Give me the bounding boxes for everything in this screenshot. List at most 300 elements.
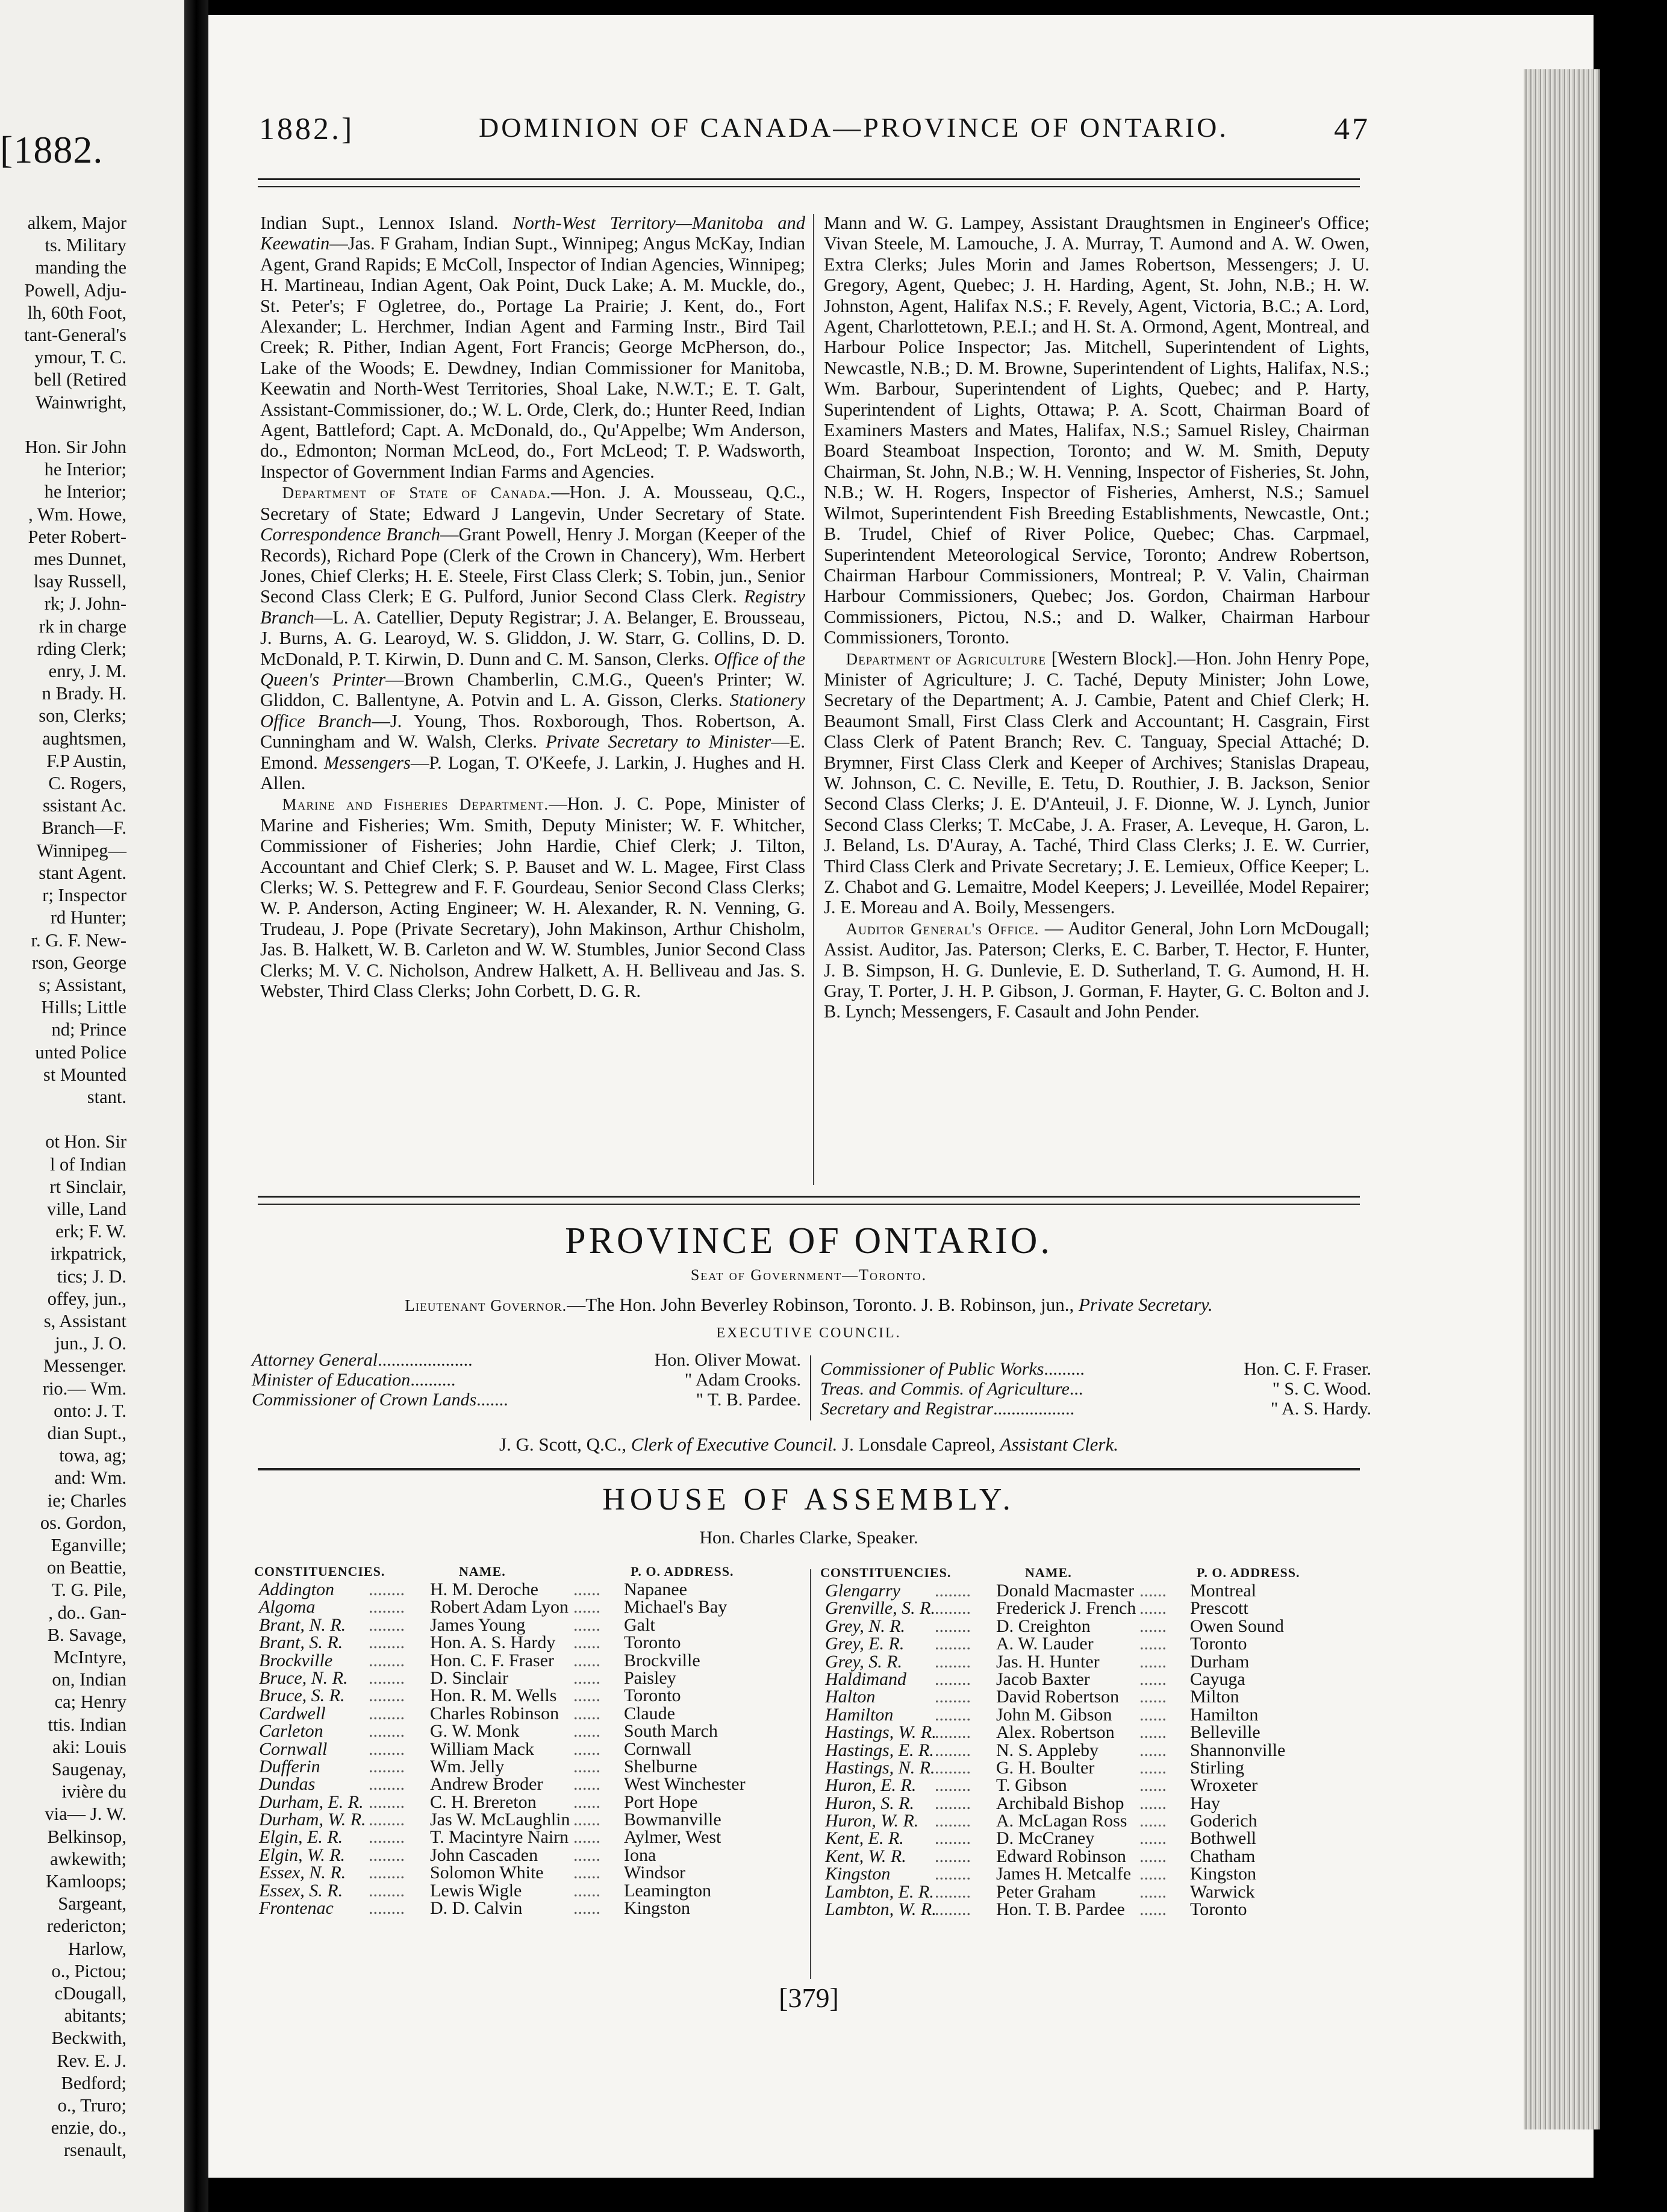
member-name: Jas. H. Hunter <box>996 1651 1100 1672</box>
facing-line: , do.. Gan- <box>48 1602 126 1623</box>
header-rule <box>258 178 1360 187</box>
table-header <box>820 1561 1371 1582</box>
constituency: Kent, E. R. <box>825 1828 904 1849</box>
table-row <box>820 1742 1371 1759</box>
post-office: Warwick <box>1190 1881 1255 1902</box>
constituency: Durham, W. R. <box>259 1810 366 1830</box>
post-office: Aylmer, West <box>624 1827 721 1848</box>
member-name: Edward Robinson <box>996 1846 1126 1866</box>
column-divider <box>813 214 814 1185</box>
constituency: Essex, N. R. <box>259 1863 346 1883</box>
branch-label: Private Secretary to Minister <box>545 731 771 752</box>
entry-text: Indian Supt., Lennox Island. <box>260 213 513 233</box>
facing-line: enzie, do., <box>51 2117 126 2139</box>
leader-dots: ...... <box>1139 1775 1167 1796</box>
post-office: Windsor <box>624 1863 686 1883</box>
table-row <box>820 1653 1371 1670</box>
lg-secretary: Private Secretary. <box>1079 1294 1213 1315</box>
leader-dots: ...... <box>1139 1651 1167 1672</box>
leader-dots: ........ <box>369 1810 405 1830</box>
leader-dots: ........ <box>935 1687 971 1707</box>
table-row <box>820 1635 1371 1652</box>
constituency: Elgin, E. R. <box>259 1827 343 1848</box>
department-heading: Department of Agriculture <box>846 649 1046 668</box>
executive-council-heading: EXECUTIVE COUNCIL. <box>716 1325 902 1341</box>
leader-dots: ........ <box>935 1881 971 1902</box>
post-office: South March <box>624 1721 718 1742</box>
holder-name: " T. B. Pardee. <box>696 1390 801 1410</box>
entry-text: — Auditor General, John Lorn McDougall; Assist. Auditor, Jas. Paterson; Clerks, E. C. Barber, T. Hector, F. Hunter, J. B. Simpson, H. G. Dunlevie, E. D. Sutherland, T. G. Aumond, H. H. Gray, T. Porter, J. H. P. Gibson, J. Gorman, F. Hayter, G. C. Bolton and J. B. Lynch; Messengers, F. Casault and John Pender. <box>824 917 1370 1022</box>
leader-dots: ........ <box>935 1581 971 1601</box>
entry-text: —Jas. F Graham, Indian Supt., Winnipeg; Angus McKay, Indian Agent, Grand Rapids; E McColl, Inspector of Indian Agencies, Winnipeg; H. Martineau, Indian Agent, Oak Point, Duck Lake; A. M. Muckle, do., St. Peter's; F Ogletree, do., Portage La Prairie; J. Kent, do., Fort Alexander; L. Herchmer, Indian Agent and Farming Instr., Bird Tail Creek; R. Pither, Indian Agent, Fort Francis; George McPherson, do., Lake of the Woods; E. Dewdney, Indian Commissioner for Manitoba, Keewatin and North-West Territories, Shoal Lake, N.W.T.; E. T. Galt, Assistant-Commissioner, do.; W. L. Orde, Clerk, do.; Hunter Reed, Indian Agent, Battleford; Capt. A. McDonald, do., Qu'Appelbe; Wm Anderson, do., Edmonton; Norman McLeod, do., Fort McLeod; T. P. Wadsworth, Inspector of Government Indian Farms and Agencies. <box>260 233 805 482</box>
leader-dots: ........ <box>369 1898 405 1919</box>
assistant-clerk-name: J. Lonsdale Capreol, <box>837 1434 1000 1455</box>
leader-dots: ...... <box>573 1632 600 1653</box>
facing-line: Sargeant, <box>58 1893 126 1914</box>
facing-line: lsay Russell, <box>33 571 126 592</box>
post-office: Kingston <box>1190 1864 1257 1884</box>
entry-text: —L. A. Catellier, Deputy Registrar; J. A. Belanger, E. Brousseau, J. Burns, A. G. Learoyd, W. S. Gliddon, J. W. Starr, G. Collins, D. D. McDonald, P. T. Kirwin, D. Dunn and C. M. Sanson, Clerks. <box>260 607 805 669</box>
member-name: Hon. R. M. Wells <box>430 1686 557 1706</box>
leader-dots: ........ <box>935 1864 971 1884</box>
table-row <box>820 1829 1371 1847</box>
constituency: Brockville <box>259 1650 333 1670</box>
leader-dots: ...... <box>573 1667 600 1688</box>
post-office: Wroxeter <box>1190 1775 1258 1796</box>
leader-dots: ...... <box>1139 1828 1167 1849</box>
department-heading: Department of State of Canada. <box>282 484 551 502</box>
facing-line: ot Hon. Sir <box>45 1131 126 1152</box>
member-name: Peter Graham <box>996 1881 1096 1902</box>
office-title <box>820 1399 1074 1419</box>
post-office: Leamington <box>624 1880 711 1901</box>
table-row <box>254 1740 805 1758</box>
office-name: Treas. and Commis. of Agriculture <box>820 1379 1070 1399</box>
facing-line: on Beattie, <box>46 1557 126 1578</box>
facing-line: nd; Prince <box>51 1019 126 1040</box>
table-row <box>254 1864 805 1881</box>
facing-line: erk; F. W. <box>55 1221 126 1242</box>
council-clerks-line <box>258 1434 1360 1455</box>
leader-dots: ........ <box>935 1634 971 1654</box>
table-row <box>254 1634 805 1651</box>
facing-line: rding Clerk; <box>37 638 126 659</box>
table-row <box>820 1759 1371 1776</box>
leader-dots: ........ <box>935 1704 971 1725</box>
member-name: G. W. Monk <box>430 1721 520 1742</box>
post-office: Stirling <box>1190 1757 1245 1778</box>
member-name: Jas W. McLaughlin <box>430 1810 570 1830</box>
branch-label: Correspondence Branch <box>260 524 440 545</box>
post-office: West Winchester <box>624 1774 746 1795</box>
members-table-right <box>820 1561 1371 1918</box>
facing-line: ttis. Indian <box>48 1714 126 1735</box>
table-row <box>254 1828 805 1846</box>
table-row <box>820 1883 1371 1901</box>
facing-line: F.P Austin, <box>46 750 126 771</box>
leader-dots: ...... <box>1139 1598 1167 1619</box>
holder-name: Hon. Oliver Mowat. <box>654 1350 801 1370</box>
table-row <box>254 1882 805 1899</box>
entry-text: —P. Logan, T. O'Keefe, J. Larkin, J. Hughes and H. Allen. <box>260 752 805 793</box>
paragraph <box>824 648 1369 918</box>
dominion-column-right <box>824 213 1369 1022</box>
facing-line: cDougall, <box>54 1983 126 2004</box>
member-name: H. M. Deroche <box>430 1579 538 1599</box>
leader-dots: ...... <box>573 1650 600 1670</box>
seat-of-government: Seat of Government—Toronto. <box>690 1266 927 1284</box>
leader-dots: ...... <box>1139 1634 1167 1654</box>
member-name: Frederick J. French <box>996 1598 1136 1619</box>
post-office: Michael's Bay <box>624 1597 728 1617</box>
leader-dots: ...... <box>573 1686 600 1706</box>
table-row <box>254 1899 805 1917</box>
leader-dots: ...... <box>573 1810 600 1830</box>
facing-line: alkem, Major <box>27 213 126 233</box>
office-title <box>252 1350 473 1370</box>
member-name: Jacob Baxter <box>996 1669 1090 1689</box>
facing-line: stant. <box>87 1086 126 1107</box>
leader-dots: ........ <box>935 1598 971 1619</box>
table-row <box>254 1581 805 1598</box>
entry-text: —Hon. J. A. Mousseau, Q.C., Secretary of State; Edward J Langevin, Under Secretary of State. <box>260 482 805 524</box>
leader-dots: ........ <box>935 1757 971 1778</box>
paragraph <box>824 213 1369 648</box>
table-row <box>254 1846 805 1864</box>
leader-dots: ........ <box>369 1667 405 1688</box>
leader-dots: ...... <box>1139 1811 1167 1831</box>
constituency: Grey, N. R. <box>825 1616 906 1636</box>
constituency: Huron, W. R. <box>825 1811 919 1831</box>
facing-line: rio.— Wm. <box>42 1378 126 1399</box>
facing-line: rk in charge <box>39 616 126 637</box>
member-name: N. S. Appleby <box>996 1740 1099 1760</box>
entry-text: Mann and W. G. Lampey, Assistant Draughtsmen in Engineer's Office; Vivan Steele, M. Lamouche, J. A. Murray, T. Aumond and A. W. Owen, Extra Clerks; Jules Morin and James Robertson, Messengers; J. U. Gregory, Agent, Quebec; J. H. Harding, Agent, St. John, N.B.; H. W. Johnston, Agent, Halifax N.S.; F. Revely, Agent, Victoria, B.C.; A. Lord, Agent, Charlottetown, P.E.I.; and H. St. A. Ormond, Agent, Montreal, and Harbour Police Inspector; Jas. Mitchell, Superintendent of Lights, Newcastle, N.B.; D. M. Browne, Superintendent of Lights, Halifax, N.S.; Wm. Barbour, Superintendent of Lights, Quebec; and P. Harty, Superintendent of Lights, Ottawa; P. A. Scott, Chairman Board of Examiners Masters and Mates, Halifax, N.S.; Samuel Risley, Chairman Board Steamboat Inspection, Toronto; and W. M. Smith, Deputy Chairman, St. John, N.B.; W. H. Venning, Inspector of Fisheries, St. John, N.B.; W. H. Rogers, Inspector of Fisheries, Amherst, N.S.; Samuel Wilmot, Superintendent Fish Breeding Establishments, Newcastle, Ont.; B. Trudel, Chief of River Police, Quebec; Chas. Carpmael, Superintendent Meteorological Service, Toronto; Andrew Robertson, Chairman Harbour Commissioners, Montreal; P. V. Valin, Chairman Harbour Commissioners, Quebec; Jos. Gordon, Chairman Harbour Commissioners, Pictou, N.S.; and D. Walker, Chairman Harbour Commissioners, Toronto. <box>824 213 1369 648</box>
constituency: Frontenac <box>259 1898 334 1919</box>
facing-line: enry, J. M. <box>48 661 126 682</box>
facing-line: tics; J. D. <box>57 1266 126 1287</box>
executive-divider <box>810 1355 811 1420</box>
constituency: Algoma <box>259 1597 316 1617</box>
facing-line: ssistant Ac. <box>43 795 126 816</box>
table-row <box>820 1795 1371 1812</box>
member-name: A. McLagan Ross <box>996 1811 1127 1831</box>
leader-dots: ........ <box>369 1703 405 1723</box>
member-name: Archibald Bishop <box>996 1793 1124 1813</box>
leader-dots: ...... <box>573 1827 600 1848</box>
leader-dots: ...... <box>573 1614 600 1635</box>
table-row <box>254 1598 805 1616</box>
facing-line: mes Dunnet, <box>33 549 126 570</box>
facing-line: awkewith; <box>49 1848 126 1869</box>
constituency: Cardwell <box>259 1703 326 1723</box>
running-head-year: 1882.] <box>259 112 355 146</box>
leader-dots: ........ <box>369 1650 405 1670</box>
leader-dots: ........ <box>935 1793 971 1813</box>
table-row <box>820 1688 1371 1705</box>
holder-name: " S. C. Wood. <box>1272 1379 1371 1399</box>
facing-line: Beckwith, <box>51 2028 126 2049</box>
facing-line: o., Pictou; <box>51 1960 126 1981</box>
leader-dots: ...... <box>573 1597 600 1617</box>
facing-line <box>0 1108 126 1131</box>
leader-dots: ........ <box>369 1739 405 1759</box>
facing-line: r; Inspector <box>42 885 126 906</box>
post-office: Hay <box>1190 1793 1220 1813</box>
constituency: Bruce, S. R. <box>259 1686 345 1706</box>
member-name: D. D. Calvin <box>430 1898 523 1919</box>
clerk-name: J. G. Scott, Q.C., <box>499 1434 631 1455</box>
constituency: Hastings, N. R. <box>825 1757 935 1778</box>
facing-line: Winnipeg— <box>36 840 126 861</box>
facing-line: he Interior; <box>44 481 126 502</box>
leader-dots: ...... <box>573 1792 600 1812</box>
facing-line: rt Sinclair, <box>49 1176 126 1197</box>
member-name: Wm. Jelly <box>430 1756 505 1776</box>
leader-dots: ...... <box>573 1898 600 1919</box>
constituency: Dundas <box>259 1774 316 1795</box>
post-office: Bothwell <box>1190 1828 1256 1849</box>
leader-dots: ...... <box>1139 1793 1167 1813</box>
executive-row <box>820 1399 1371 1419</box>
office-name: Attorney General <box>252 1350 378 1370</box>
table-row <box>254 1758 805 1775</box>
post-office: Kingston <box>624 1898 691 1919</box>
facing-line: son, Clerks; <box>39 705 126 726</box>
facing-line: via— J. W. <box>45 1804 126 1825</box>
column-header: NAME. <box>1025 1565 1072 1580</box>
facing-line: Messenger. <box>43 1355 126 1376</box>
facing-line: r. G. F. New- <box>31 929 126 951</box>
table-row <box>820 1865 1371 1882</box>
holder-name: " A. S. Hardy. <box>1271 1399 1371 1419</box>
facing-line: manding the <box>35 257 126 278</box>
member-name: D. Creighton <box>996 1616 1091 1636</box>
member-name: G. H. Boulter <box>996 1757 1095 1778</box>
constituency: Halton <box>825 1687 876 1707</box>
facing-line: C. Rogers, <box>48 773 126 794</box>
assistant-clerk-role: Assistant Clerk. <box>1000 1434 1119 1455</box>
leader-dots: ...... <box>1139 1864 1167 1884</box>
facing-line: abitants; <box>64 2005 126 2026</box>
leader-dots: ...... <box>573 1721 600 1742</box>
office-name: Secretary and Registrar <box>820 1399 994 1419</box>
facing-line: ie; Charles <box>47 1490 126 1511</box>
office-title <box>820 1359 1085 1379</box>
facing-line: Powell, Adju- <box>24 280 126 301</box>
branch-label: Messengers <box>323 752 411 773</box>
office-title <box>820 1379 1083 1399</box>
post-office: Belleville <box>1190 1722 1260 1743</box>
leader-dots: ........ <box>369 1827 405 1848</box>
entry-text: [Western Block].—Hon. John Henry Pope, Minister of Agriculture; J. C. Taché, Deputy Minister; John Lowe, Secretary of the Department; A. J. Cambie, Patent and Chief Clerk; H. Beaumont Small, First Class Clerk and Accountant; H. Casgrain, First Class Clerk of Patent Branch; Rev. C. Tanguay, Special Attaché; D. Brymner, First Class Clerk and Keeper of Archives; Stanislas Drapeau, W. Johnson, C. C. Neville, E. Tetu, D. Routhier, J. B. Jackson, Senior Second Class Clerks; J. E. D'Anteuil, J. F. Dionne, W. J. Lynch, Junior Second Class Clerks; T. McCabe, J. A. Fraser, A. Leveque, H. Garon, L. J. Beland, Ls. D'Auray, A. Taché, Third Class Clerks; J. E. W. Currier, Third Class Clerk and Private Secretary; J. E. Lemieux, Office Keeper; L. Z. Chabot and G. Lemaitre, Model Keepers; J. Leveillée, Model Repairer; J. E. Moreau and A. Boily, Messengers. <box>824 648 1369 918</box>
post-office: Owen Sound <box>1190 1616 1284 1636</box>
post-office: Chatham <box>1190 1846 1256 1866</box>
facing-line: Wainwright, <box>36 392 126 413</box>
facing-line: rd Hunter; <box>50 907 126 928</box>
post-office: Toronto <box>1190 1899 1247 1920</box>
leader-dots: ...... <box>1139 1669 1167 1689</box>
constituency: Dufferin <box>259 1756 320 1776</box>
entry-text: —Hon. J. C. Pope, Minister of Marine and Fisheries; Wm. Smith, Deputy Minister; W. F. Whitcher, Commissioner of Fisheries; John Hardie, Chief Clerk; J. Tilton, Accountant and Chief Clerk; S. P. Bauset and W. L. Magee, First Class Clerks; W. S. Pettegrew and F. F. Gourdeau, Senior Second Class Clerks; W. P. Anderson, Acting Engineer; W. H. Alexander, R. N. Venning, G. Trudeau, J. Pope (Private Secretary), John Makinson, Arthur Chisholm, Jas. B. Halkett, W. B. Carleton and W. W. Stumbles, Junior Second Class Clerks; M. V. C. Nicholson, Andrew Halkett, A. H. Belliveau and Jas. S. Webster, Third Class Clerks; John Corbett, D. G. R. <box>260 793 806 1002</box>
leader-dots: ........ <box>369 1579 405 1599</box>
entry-text: —Grant Powell, Henry J. Morgan (Keeper of the Records), Richard Pope (Clerk of the Crown in Chancery), Wm. Herbert Jones, Chief Clerks; H. E. Steele, First Class Clerk; S. Tobin, jun., Senior Second Class Clerk; E G. Pulford, Junior Second Class Clerk. <box>260 524 806 607</box>
facing-line: unted Police <box>35 1042 126 1063</box>
member-name: William Mack <box>430 1739 534 1759</box>
column-header: NAME. <box>459 1564 506 1579</box>
leader-dots: ........ <box>935 1740 971 1760</box>
member-name: C. H. Brereton <box>430 1792 537 1812</box>
table-row <box>820 1706 1371 1723</box>
leader-dots: ........ <box>369 1632 405 1653</box>
executive-row <box>252 1370 801 1390</box>
column-header: P. O. ADDRESS. <box>631 1564 734 1579</box>
table-row <box>254 1616 805 1634</box>
leader-dots: ........ <box>369 1614 405 1635</box>
facing-line: Saugenay, <box>51 1759 126 1780</box>
member-name: T. Macintyre Nairn <box>430 1827 569 1848</box>
leader-dots: ........ <box>935 1616 971 1636</box>
constituency: Cornwall <box>259 1739 328 1759</box>
facing-line: rsenault, <box>63 2140 126 2161</box>
house-of-assembly-heading: HOUSE OF ASSEMBLY. <box>602 1482 1015 1517</box>
facing-line: ivière du <box>61 1781 126 1802</box>
department-heading: Marine and Fisheries Department. <box>282 795 549 814</box>
facing-line: Branch—F. <box>42 817 126 839</box>
table-header <box>254 1560 805 1581</box>
member-name: James Young <box>430 1614 526 1635</box>
paragraph <box>260 793 805 1001</box>
lg-text: —The Hon. John Beverley Robinson, Toronto. J. B. Robinson, jun., <box>567 1294 1079 1315</box>
facing-page-year: [1882. <box>0 128 104 171</box>
constituency: Bruce, N. R. <box>259 1667 348 1688</box>
table-row <box>254 1705 805 1722</box>
facing-line: aki: Louis <box>52 1736 126 1757</box>
facing-page-text <box>0 212 126 2162</box>
facing-line: Hills; Little <box>41 997 126 1018</box>
post-office: Goderich <box>1190 1811 1257 1831</box>
member-name: Hon. A. S. Hardy <box>430 1632 556 1653</box>
leader-dots: ... <box>1069 1379 1083 1399</box>
post-office: Durham <box>1190 1651 1250 1672</box>
leader-dots: ........ <box>369 1845 405 1865</box>
leader-dots: ...... <box>1139 1722 1167 1743</box>
leader-dots: ........ <box>369 1597 405 1617</box>
leader-dots: ...... <box>1139 1704 1167 1725</box>
section-rule <box>258 1196 1360 1205</box>
facing-line: s; Assistant, <box>39 974 126 995</box>
post-office: Cayuga <box>1190 1669 1245 1689</box>
paragraph <box>824 918 1369 1022</box>
leader-dots: ........ <box>369 1721 405 1742</box>
office-name: Commissioner of Crown Lands <box>252 1390 477 1410</box>
ontario-heading: PROVINCE OF ONTARIO. <box>565 1220 1053 1261</box>
leader-dots: ...... <box>1139 1757 1167 1778</box>
constituency: Haldimand <box>825 1669 906 1689</box>
leader-dots: ...... <box>573 1739 600 1759</box>
table-row <box>820 1901 1371 1918</box>
facing-line: Peter Robert- <box>28 526 126 547</box>
clerk-role: Clerk of Executive Council. <box>631 1434 838 1455</box>
facing-line: st Mounted <box>43 1064 126 1085</box>
member-name: Solomon White <box>430 1863 544 1883</box>
lieutenant-governor-line <box>258 1294 1360 1316</box>
constituency: Carleton <box>259 1721 323 1742</box>
facing-line: on, Indian <box>52 1669 126 1690</box>
paragraph <box>260 213 805 482</box>
member-name: Hon. C. F. Fraser <box>430 1650 554 1670</box>
executive-row <box>252 1390 801 1410</box>
constituency: Essex, S. R. <box>259 1880 343 1901</box>
post-office: Montreal <box>1190 1581 1256 1601</box>
facing-line: rson, George <box>32 952 126 973</box>
post-office: Claude <box>624 1703 675 1723</box>
table-row <box>254 1722 805 1740</box>
office-name: Commissioner of Public Works <box>820 1359 1044 1379</box>
constituency: Hamilton <box>825 1704 894 1725</box>
column-header: CONSTITUENCIES. <box>254 1564 385 1579</box>
member-name: John M. Gibson <box>996 1704 1112 1725</box>
post-office: Bowmanville <box>624 1810 721 1830</box>
facing-line: aughtsmen, <box>42 728 126 749</box>
leader-dots: ........ <box>935 1899 971 1920</box>
book-gutter <box>184 0 208 2212</box>
facing-line: ts. Military <box>45 235 126 256</box>
table-row <box>254 1793 805 1811</box>
facing-line: os. Gordon, <box>40 1512 126 1533</box>
table-row <box>820 1670 1371 1688</box>
facing-line: ca; Henry <box>54 1692 126 1713</box>
leader-dots: ...... <box>573 1880 600 1901</box>
leader-dots: ...... <box>1139 1616 1167 1636</box>
branch-label: Office of the Queen's Printer <box>260 648 805 690</box>
constituency: Hastings, W. R. <box>825 1722 936 1743</box>
post-office: Iona <box>624 1845 656 1865</box>
leader-dots: ........ <box>369 1686 405 1706</box>
facing-line: B. Savage, <box>47 1624 126 1645</box>
facing-line: Kamloops; <box>46 1871 126 1892</box>
leader-dots: ...... <box>573 1863 600 1883</box>
leader-dots: ........ <box>935 1651 971 1672</box>
facing-line: Harlow, <box>67 1938 126 1959</box>
leader-dots: ........ <box>935 1669 971 1689</box>
member-name: Hon. T. B. Pardee <box>996 1899 1125 1920</box>
post-office: Cornwall <box>624 1739 691 1759</box>
table-row <box>254 1811 805 1828</box>
leader-dots: ........ <box>369 1792 405 1812</box>
leader-dots: ...... <box>573 1579 600 1599</box>
leader-dots: ...... <box>573 1774 600 1795</box>
post-office: Milton <box>1190 1687 1239 1707</box>
table-row <box>254 1669 805 1687</box>
facing-line: o., Truro; <box>57 2095 126 2116</box>
facing-line: l of Indian <box>49 1154 126 1175</box>
table-row <box>254 1687 805 1704</box>
table-row <box>820 1617 1371 1635</box>
office-title <box>252 1370 455 1390</box>
facing-line: n Brady. H. <box>42 683 126 704</box>
table-row <box>820 1723 1371 1741</box>
branch-label: North-West Territory—Manitoba and Keewatin <box>260 213 805 254</box>
table-row <box>254 1775 805 1793</box>
facing-line: tant-General's <box>24 325 126 346</box>
leader-dots: ...... <box>573 1756 600 1776</box>
department-heading: Auditor General's Office. <box>846 919 1039 938</box>
running-head-title: DOMINION OF CANADA—PROVINCE OF ONTARIO. <box>479 112 1229 143</box>
post-office: Toronto <box>624 1686 681 1706</box>
constituency: Brant, N. R. <box>259 1614 346 1635</box>
post-office: Hamilton <box>1190 1704 1259 1725</box>
